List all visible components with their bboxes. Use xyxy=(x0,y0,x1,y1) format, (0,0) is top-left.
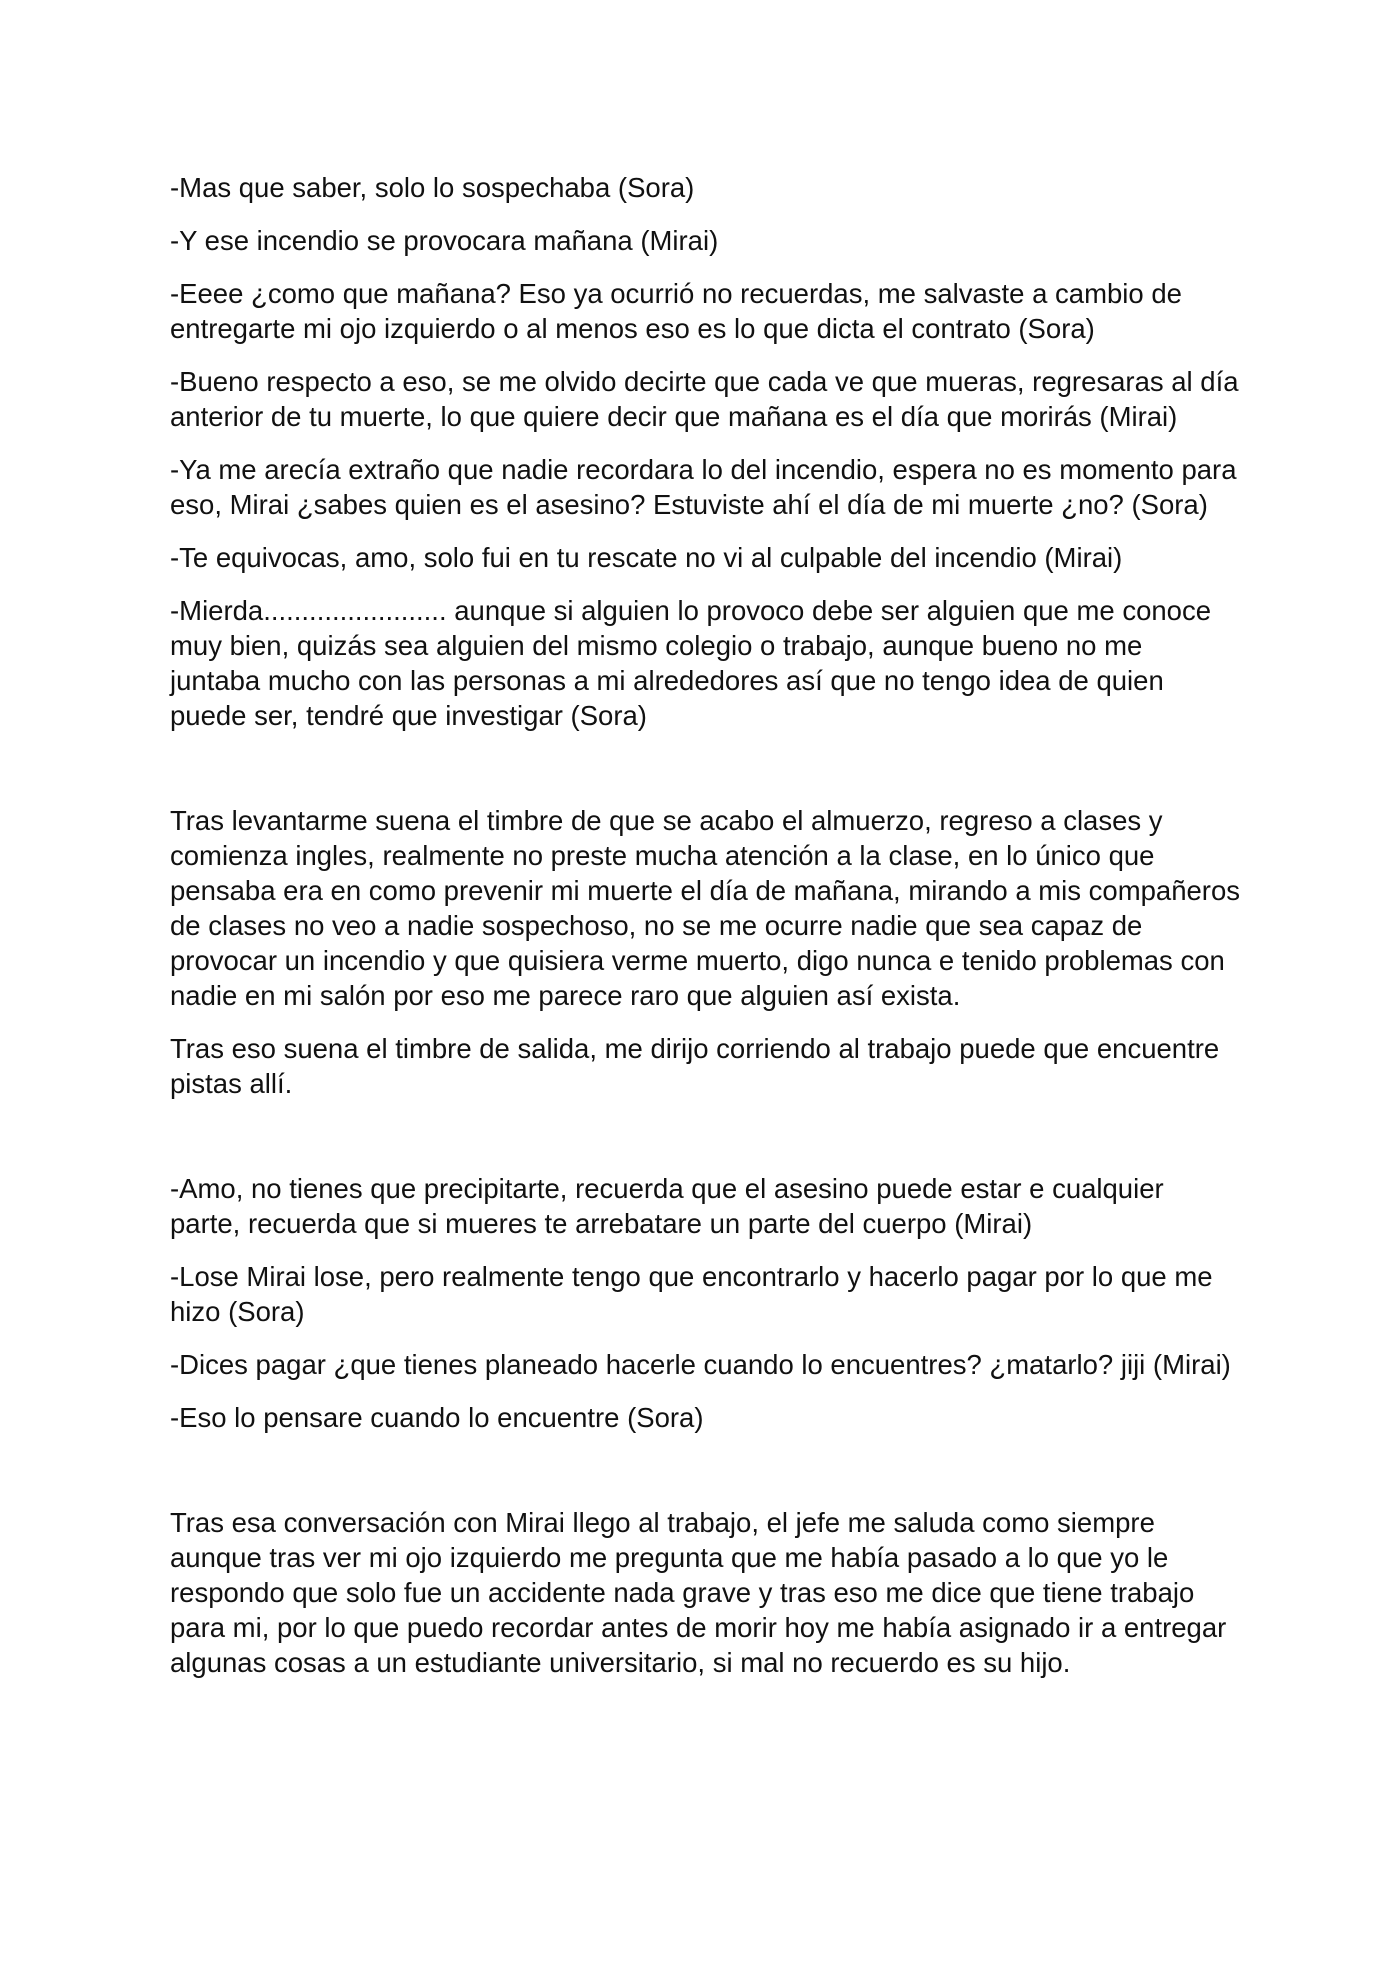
dialogue-line: -Y ese incendio se provocara mañana (Mirai) xyxy=(170,225,719,256)
dialogue-line: -Lose Mirai lose, pero realmente tengo que encontrarlo y hacerlo pagar por lo que me hizo (Sora) xyxy=(170,1261,1213,1327)
dialogue-line: -Te equivocas, amo, solo fui en tu rescate no vi al culpable del incendio (Mirai) xyxy=(170,542,1123,573)
dialogue-line: -Bueno respecto a eso, se me olvido decirte que cada ve que mueras, regresaras al día anterior de tu muerte, lo que quiere decir que mañana es el día que morirás (Mirai) xyxy=(170,366,1239,432)
dialogue-line: -Eeee ¿como que mañana? Eso ya ocurrió no recuerdas, me salvaste a cambio de entregarte mi ojo izquierdo o al menos eso es lo que dicta el contrato (Sora) xyxy=(170,278,1182,344)
narration-paragraph: Tras levantarme suena el timbre de que se acabo el almuerzo, regreso a clases y comienza ingles, realmente no preste mucha atención a la clase, en lo único que pensaba era en como prevenir mi muerte el día de mañana, mirando a mis compañeros de clases no veo a nadie sospechoso, no se me ocurre nadie que sea capaz de provocar un incendio y que quisiera verme muerto, digo nunca e tenido problemas con nadie en mi salón por eso me parece raro que alguien así exista. xyxy=(170,805,1241,1011)
document-page xyxy=(170,170,1240,1698)
dialogue-line: -Eso lo pensare cuando lo encuentre (Sora) xyxy=(170,1402,704,1433)
dialogue-line: -Mierda........................ aunque si alguien lo provoco debe ser alguien que me conoce muy bien, quizás sea alguien del mismo colegio o trabajo, aunque bueno no me juntaba mucho con las personas a mi alrededores así que no tengo idea de quien puede ser, tendré que investigar (Sora) xyxy=(170,595,1212,731)
narration-paragraph: Tras esa conversación con Mirai llego al trabajo, el jefe me saluda como siempre aunque tras ver mi ojo izquierdo me pregunta que me había pasado a lo que yo le respondo que solo fue un accidente nada grave y tras eso me dice que tiene trabajo para mi, por lo que puedo recordar antes de morir hoy me había asignado ir a entregar algunas cosas a un estudiante universitario, si mal no recuerdo es su hijo. xyxy=(170,1507,1227,1678)
dialogue-line: -Mas que saber, solo lo sospechaba (Sora) xyxy=(170,172,695,203)
narration-paragraph: Tras eso suena el timbre de salida, me dirijo corriendo al trabajo puede que encuentre pistas allí. xyxy=(170,1033,1220,1099)
dialogue-line: -Dices pagar ¿que tienes planeado hacerle cuando lo encuentres? ¿matarlo? jiji (Mirai) xyxy=(170,1349,1231,1380)
dialogue-line: -Ya me arecía extraño que nadie recordara lo del incendio, espera no es momento para eso, Mirai ¿sabes quien es el asesino? Estuviste ahí el día de mi muerte ¿no? (Sora) xyxy=(170,454,1237,520)
dialogue-line: -Amo, no tienes que precipitarte, recuerda que el asesino puede estar e cualquier parte, recuerda que si mueres te arrebatare un parte del cuerpo (Mirai) xyxy=(170,1173,1164,1239)
